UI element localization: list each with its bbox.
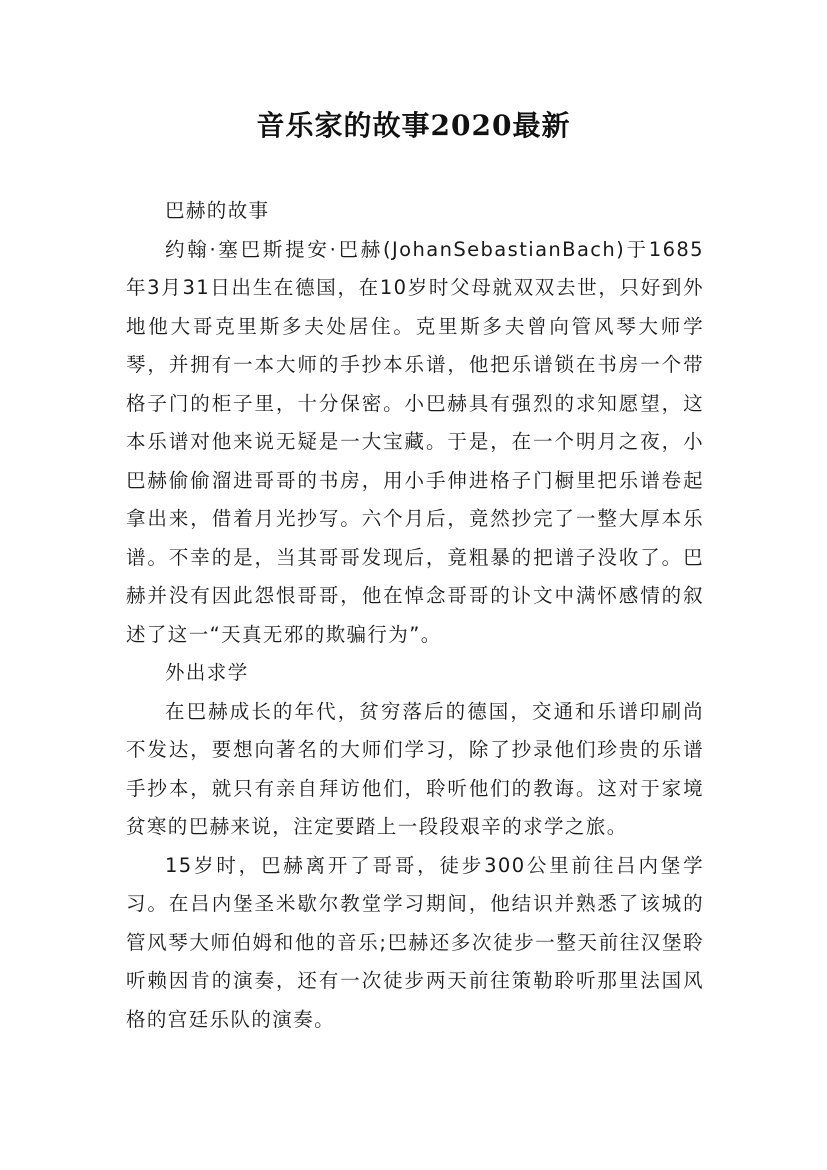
section-heading-bach-story: 巴赫的故事 (165, 199, 270, 222)
paragraph-bach-childhood: 约翰·塞巴斯提安·巴赫(JohanSebastianBach)于1685年3月31日出生在德国，在10岁时父母就双双去世，只好到外地他大哥克里斯多夫处居住。克里斯多夫曾向管风琴大师学琴，并拥有一本大师的手抄本乐谱，他把乐谱锁在书房一个带格子门的柜子里，十分保密。小巴赫具有强烈的求知愿望，这本乐谱对他来说无疑是一大宝藏。于是，在一个明月之夜，小巴赫偷偷溜进哥哥的书房，用小手伸进格子门橱里把乐谱卷起拿出来，借着月光抄写。六个月后，竟然抄完了一整大厚本乐谱。不幸的是，当其哥哥发现后，竟粗暴的把谱子没收了。巴赫并没有因此怨恨哥哥，他在悼念哥哥的讣文中满怀感情的叙述了这一“天真无邪的欺骗行为”。 (126, 237, 704, 646)
document-title: 音乐家的故事2020最新 (256, 109, 571, 142)
document-body (126, 192, 704, 1039)
paragraph-age-fifteen: 15岁时，巴赫离开了哥哥，徒步300公里前往吕内堡学习。在吕内堡圣米歇尔教堂学习期间，他结识并熟悉了该城的管风琴大师伯姆和他的音乐;巴赫还多次徒步一整天前往汉堡聆听赖因肯的演奏，还有一次徒步两天前往策勒聆听那里法国风格的宫廷乐队的演奏。 (126, 853, 704, 1031)
section-heading-study-abroad: 外出求学 (165, 661, 249, 684)
paragraph-study-era: 在巴赫成长的年代，贫穷落后的德国，交通和乐谱印刷尚不发达，要想向著名的大师们学习，除了抄录他们珍贵的乐谱手抄本，就只有亲自拜访他们，聆听他们的教诲。这对于家境贫寒的巴赫来说，注定要踏上一段段艰辛的求学之旅。 (126, 699, 704, 838)
